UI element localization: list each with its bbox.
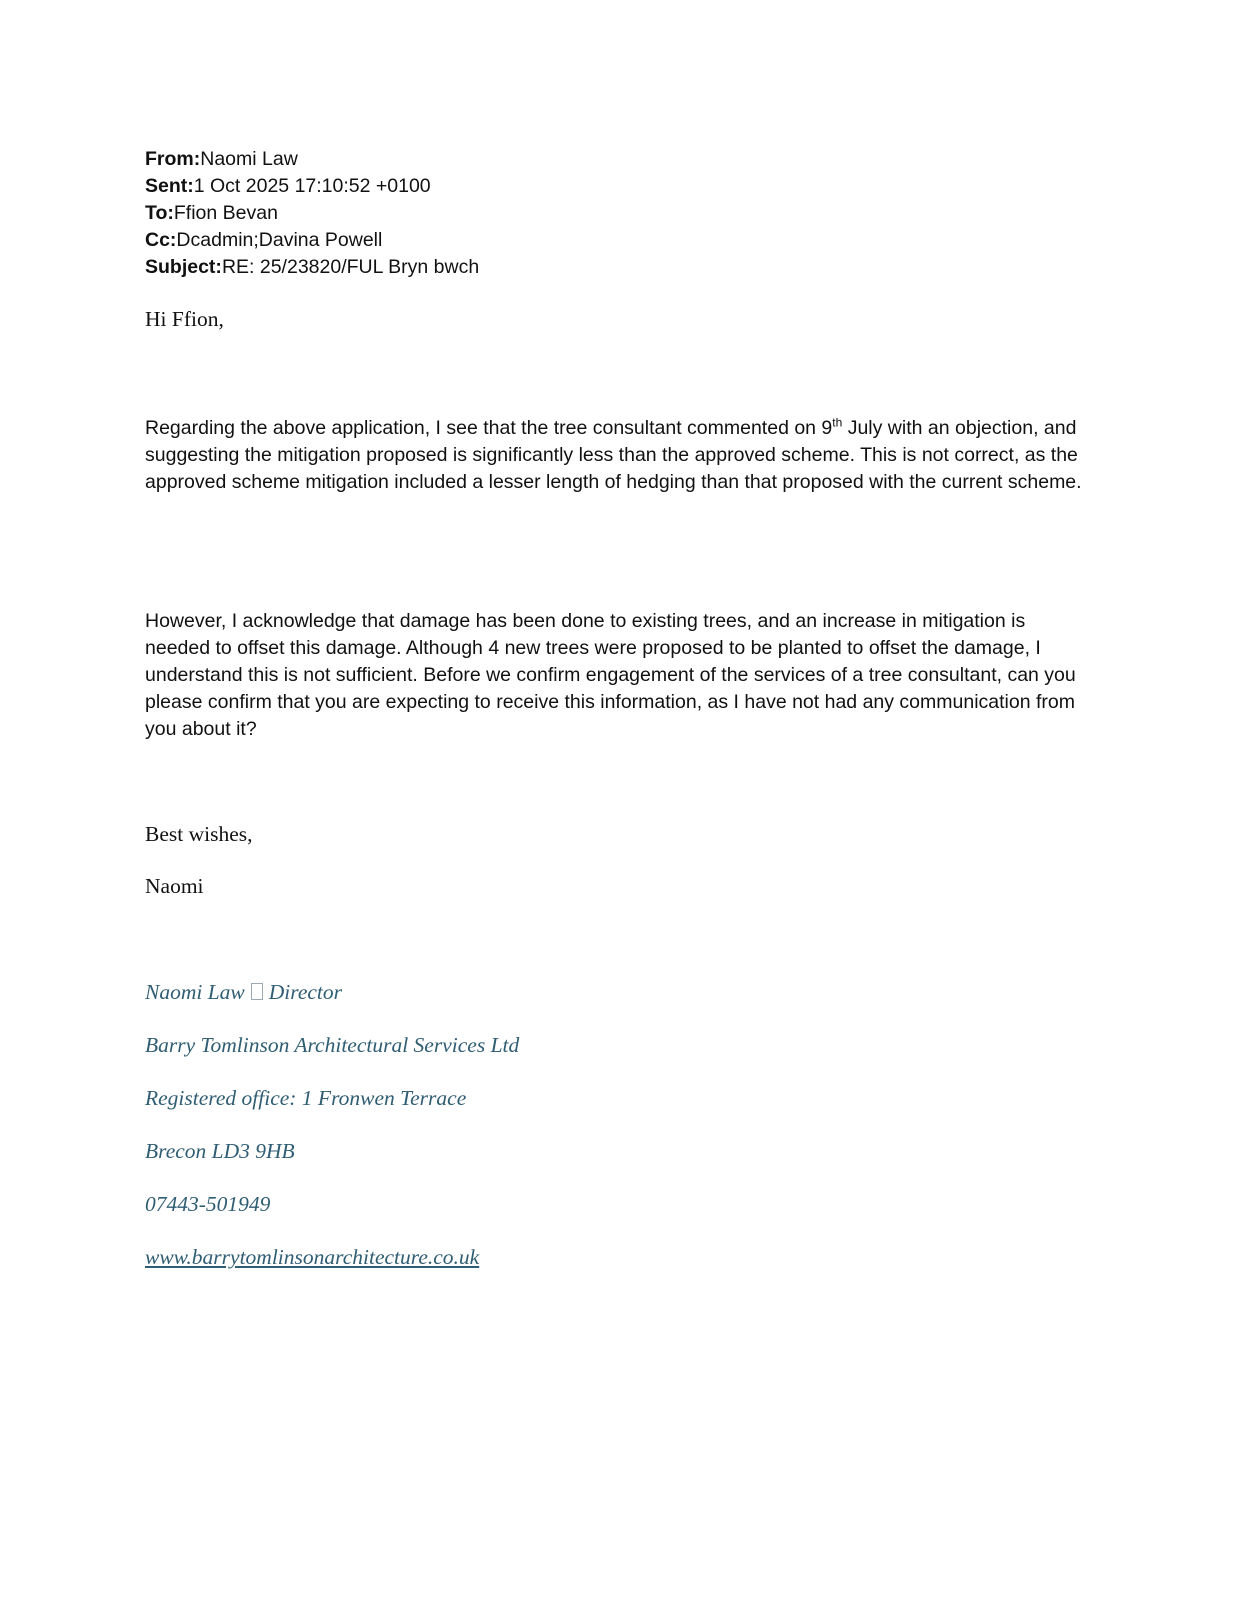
sent-value: 1 Oct 2025 17:10:52 +0100 [193,175,431,197]
cc-value: Dcadmin;Davina Powell [176,229,383,251]
missing-glyph-icon [251,983,263,1000]
sent-label: Sent: [145,175,194,197]
from-label: From: [145,148,201,170]
ordinal-superscript: th [832,415,843,430]
signature-name: Naomi Law [145,980,245,1004]
body-paragraph-1 [145,415,1095,496]
greeting: Hi Ffion, [145,307,224,331]
para1-text-end: July with an objection, and suggesting the mitigation proposed is significantly less than the approved scheme. This is not correct, as the approved scheme mitigation included a lesser length of hedging than that proposed with the current scheme. [145,417,1082,493]
from-value: Naomi Law [200,148,298,170]
subject-label: Subject: [145,256,222,278]
signature-town: Brecon LD3 9HB [145,1139,295,1163]
email-headers [145,146,479,281]
signature-office: Registered office: 1 Fronwen Terrace [145,1086,467,1110]
email-signature [145,980,519,1298]
sent-row [145,173,479,200]
signature-name-line [145,980,519,1033]
signature-company: Barry Tomlinson Architectural Services Ltd [145,1033,520,1057]
signoff: Best wishes, [145,822,253,846]
cc-label: Cc: [145,229,177,251]
signature-website-line [145,1245,519,1298]
subject-row [145,254,479,281]
signature-phone: 07443-501949 [145,1192,271,1216]
to-value: Ffion Bevan [173,202,278,224]
subject-value: RE: 25/23820/FUL Bryn bwch [221,256,480,278]
cc-row [145,227,479,254]
sender-first-name: Naomi [145,874,204,898]
signature-website-link[interactable]: www.barrytomlinsonarchitecture.co.uk [145,1245,480,1269]
para1-text-start: Regarding the above application, I see that the tree consultant commented on 9 [145,417,833,439]
body-paragraph-2: However, I acknowledge that damage has been done to existing trees, and an increase in mitigation is needed to offset this damage. Although 4 new trees were proposed to be planted to offset the damage, I understand this is not sufficient. Before we confirm engagement of the services of a tree consultant, can you please confirm that you are expecting to receive this information, as I have not had any communication from you about it? [145,610,1076,740]
signature-role: Director [268,980,343,1004]
from-row [145,146,479,173]
to-row [145,200,479,227]
to-label: To: [145,202,174,224]
